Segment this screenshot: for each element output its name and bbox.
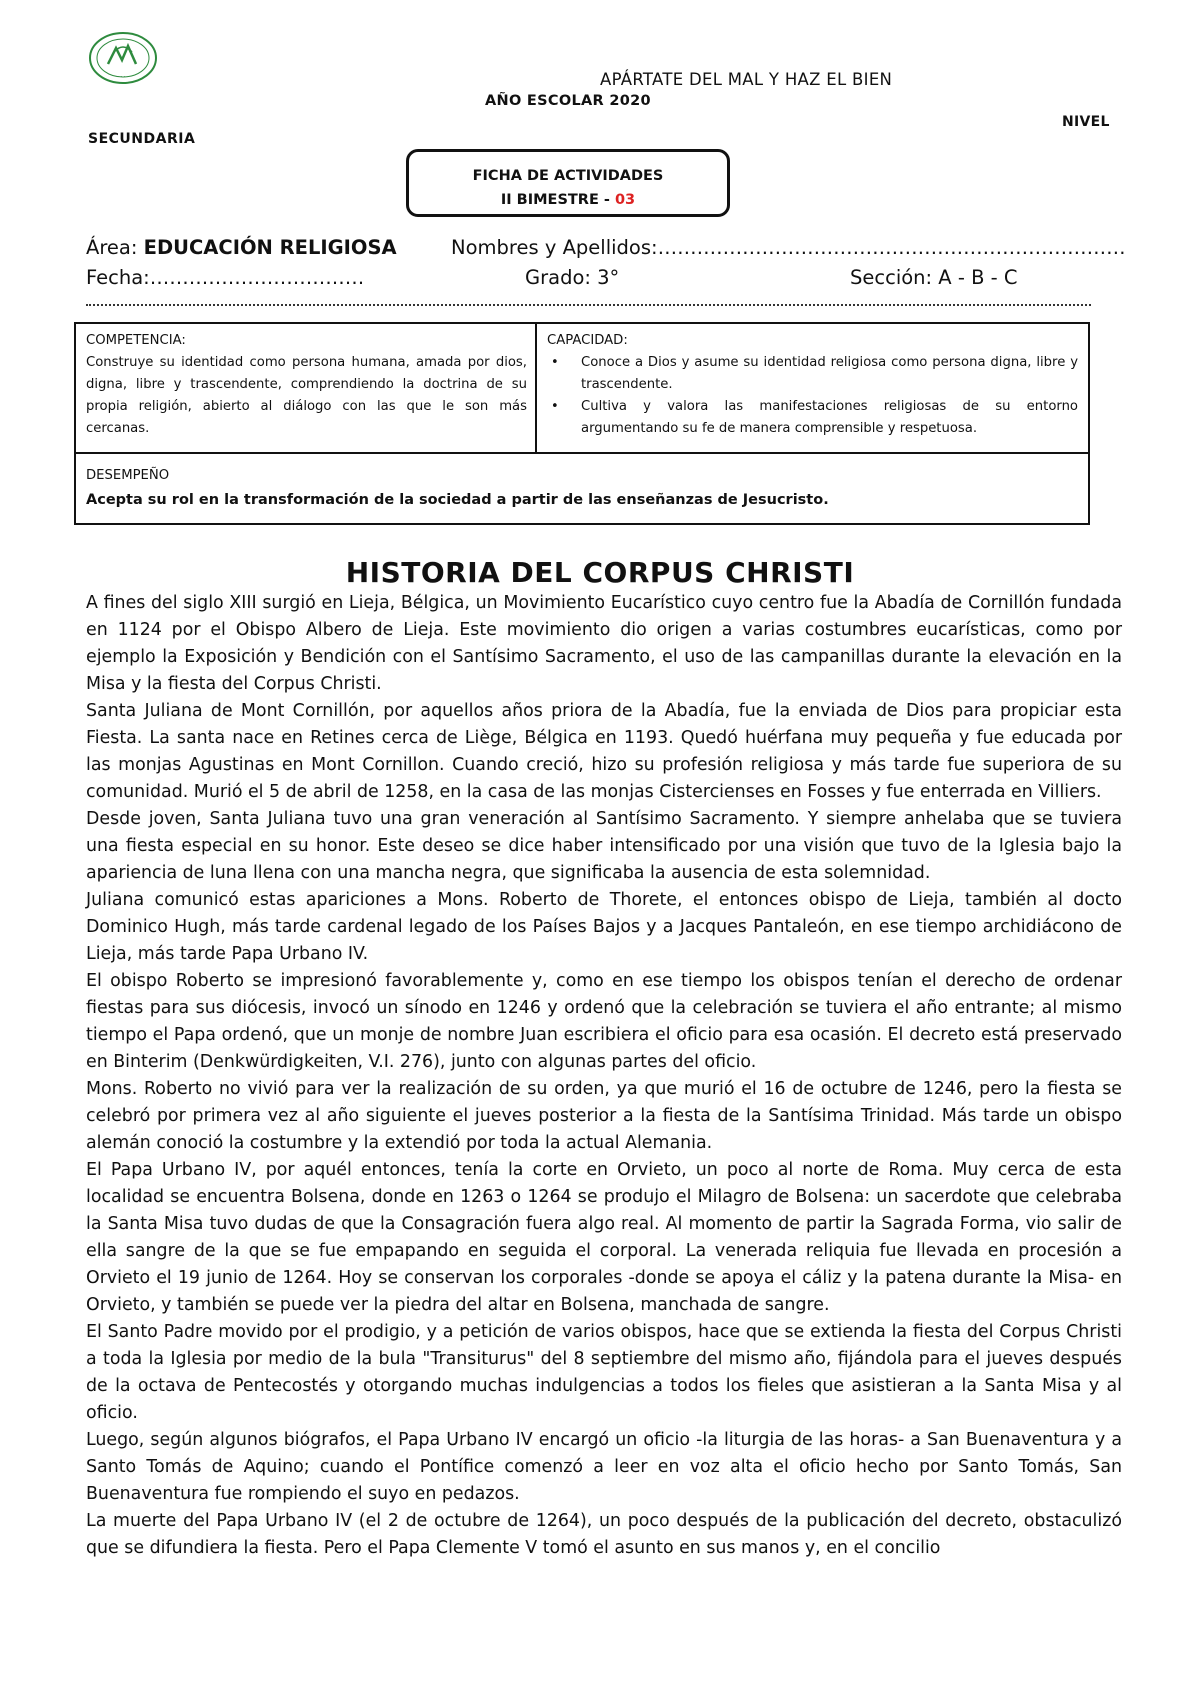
dotted-divider	[86, 296, 1091, 306]
fecha-field: Fecha:……………………………	[86, 266, 365, 289]
bimestre-line	[409, 188, 727, 212]
grado-field: Grado: 3°	[525, 266, 620, 289]
competencia-heading: COMPETENCIA:	[86, 333, 186, 348]
area-line	[86, 236, 397, 259]
nivel-label: NIVEL	[1062, 114, 1110, 130]
article-paragraph: La muerte del Papa Urbano IV (el 2 de octubre de 1264), un poco después de la publicación del decreto, obstaculizó que se difundiera la fiesta. Pero el Papa Clemente V tomó el asunto en sus manos y, en el concilio	[86, 1511, 1122, 1558]
seccion-field: Sección: A - B - C	[850, 266, 1018, 289]
ficha-title-box	[406, 149, 730, 217]
capacidad-heading: CAPACIDAD:	[547, 333, 628, 348]
school-crest-logo	[86, 30, 160, 86]
competency-table	[74, 322, 1090, 525]
capacidad-item: • Cultiva y valora las manifestaciones religiosas de su entorno argumentando su fe de manera comprensible y respetuosa.	[547, 396, 1078, 440]
school-year: AÑO ESCOLAR 2020	[485, 93, 651, 109]
article-paragraph: Santa Juliana de Mont Cornillón, por aquellos años priora de la Abadía, fue la enviada de Dios para propiciar esta Fiesta. La santa nace en Retines cerca de Liège, Bélgica en 1193. Quedó huérfana muy pequeña y fue educada por las monjas Agustinas en Mont Cornillon. Cuando creció, hizo su profesión religiosa y más tarde fue superiora de su comunidad. Murió el 5 de abril de 1258, en la casa de las monjas Cistercienses en Fosses y fue enterrada en Villiers.	[86, 701, 1122, 802]
ficha-title: FICHA DE ACTIVIDADES	[472, 168, 664, 184]
article-paragraph: Mons. Roberto no vivió para ver la realización de su orden, ya que murió el 16 de octubre de 1246, pero la fiesta se celebró por primera vez al año siguiente el jueves posterior a la fiesta de la Santísima Trinidad. Más tarde un obispo alemán conoció la costumbre y la extendió por toda la actual Alemania.	[86, 1079, 1122, 1153]
secundaria-label: SECUNDARIA	[88, 131, 196, 147]
capacidad-item: • Conoce a Dios y asume su identidad religiosa como persona digna, libre y trascendente.	[547, 352, 1078, 396]
competencia-text: Construye su identidad como persona humana, amada por dios, digna, libre y trascendente, comprendiendo la doctrina de su propia religión, abierto al diálogo con las que le son más cercanas.	[86, 355, 527, 436]
nombres-field: Nombres y Apellidos:………………………………………………………………	[451, 236, 1126, 259]
article-paragraph: Juliana comunicó estas apariciones a Mons. Roberto de Thorete, el entonces obispo de Lieja, también al docto Dominico Hugh, más tarde cardenal legado de los Países Bajos y a Jacques Pantaleón, en ese tiempo archidiácono de Lieja, más tarde Papa Urbano IV.	[86, 890, 1122, 964]
capacidad-cell	[537, 324, 1088, 452]
article-paragraph: El Papa Urbano IV, por aquél entonces, tenía la corte en Orvieto, un poco al norte de Roma. Muy cerca de esta localidad se encuentra Bolsena, donde en 1263 o 1264 se produjo el Milagro de Bolsena: un sacerdote que celebraba la Santa Misa tuvo dudas de que la Consagración fuera algo real. Al momento de partir la Sagrada Forma, vio salir de ella sangre de la que se fue empapando en seguida el corporal. La venerada reliquia fue llevada en procesión a Orvieto el 19 junio de 1264. Hoy se conservan los corporales -donde se apoya el cáliz y la patena durante la Misa- en Orvieto, y también se puede ver la piedra del altar en Bolsena, manchada de sangre.	[86, 1160, 1122, 1315]
article-paragraph: A fines del siglo XIII surgió en Lieja, Bélgica, un Movimiento Eucarístico cuyo centro fue la Abadía de Cornillón fundada en 1124 por el Obispo Albero de Lieja. Este movimiento dio origen a varias costumbres eucarísticas, como por ejemplo la Exposición y Bendición con el Santísimo Sacramento, el uso de las campanillas durante la elevación en la Misa y la fiesta del Corpus Christi.	[86, 593, 1122, 694]
svg-text:· · · ·: · · · ·	[117, 74, 129, 80]
article-paragraph: El obispo Roberto se impresionó favorablemente y, como en ese tiempo los obispos tenían el derecho de ordenar fiestas para sus diócesis, invocó un sínodo en 1246 y ordenó que la celebración se tuviera el año entrante; al mismo tiempo el Papa ordenó, que un monje de nombre Juan escribiera el oficio para esa ocasión. El decreto está preservado en Binterim (Denkwürdigkeiten, V.I. 276), junto con algunas partes del oficio.	[86, 971, 1122, 1072]
article-body	[86, 590, 1122, 1562]
area-value: EDUCACIÓN RELIGIOSA	[143, 236, 397, 259]
article-paragraph: Luego, según algunos biógrafos, el Papa Urbano IV encargó un oficio -la liturgia de las horas- a San Buenaventura y a Santo Tomás de Aquino; cuando el Pontífice comenzó a leer en voz alta el oficio hecho por Santo Tomás, San Buenaventura fue rompiendo el suyo en pedazos.	[86, 1430, 1122, 1504]
bimestre-number: 03	[614, 192, 636, 208]
area-label: Área:	[86, 236, 144, 259]
bimestre-label: II BIMESTRE -	[500, 192, 615, 208]
school-motto: APÁRTATE DEL MAL Y HAZ EL BIEN	[600, 70, 893, 89]
article-paragraph: Desde joven, Santa Juliana tuvo una gran veneración al Santísimo Sacramento. Y siempre anhelaba que se tuviera una fiesta especial en su honor. Este deseo se dice haber intensificado por una visión que tuvo de la Iglesia bajo la apariencia de luna llena con una mancha negra, que significaba la ausencia de esta solemnidad.	[86, 809, 1122, 883]
desempeno-heading: DESEMPEÑO	[86, 468, 170, 483]
desempeno-text: Acepta su rol en la transformación de la sociedad a partir de las enseñanzas de Jesucristo.	[86, 492, 829, 508]
article-title: HISTORIA DEL CORPUS CHRISTI	[345, 556, 855, 589]
desempeno-cell	[76, 452, 1088, 523]
article-paragraph: El Santo Padre movido por el prodigio, y a petición de varios obispos, hace que se extienda la fiesta del Corpus Christi a toda la Iglesia por medio de la bula "Transiturus" del 8 septiembre del mismo año, fijándola para el jueves después de la octava de Pentecostés y otorgando muchas indulgencias a todos los fieles que asistieran a la Santa Misa y al oficio.	[86, 1322, 1122, 1423]
competencia-cell	[76, 324, 537, 452]
